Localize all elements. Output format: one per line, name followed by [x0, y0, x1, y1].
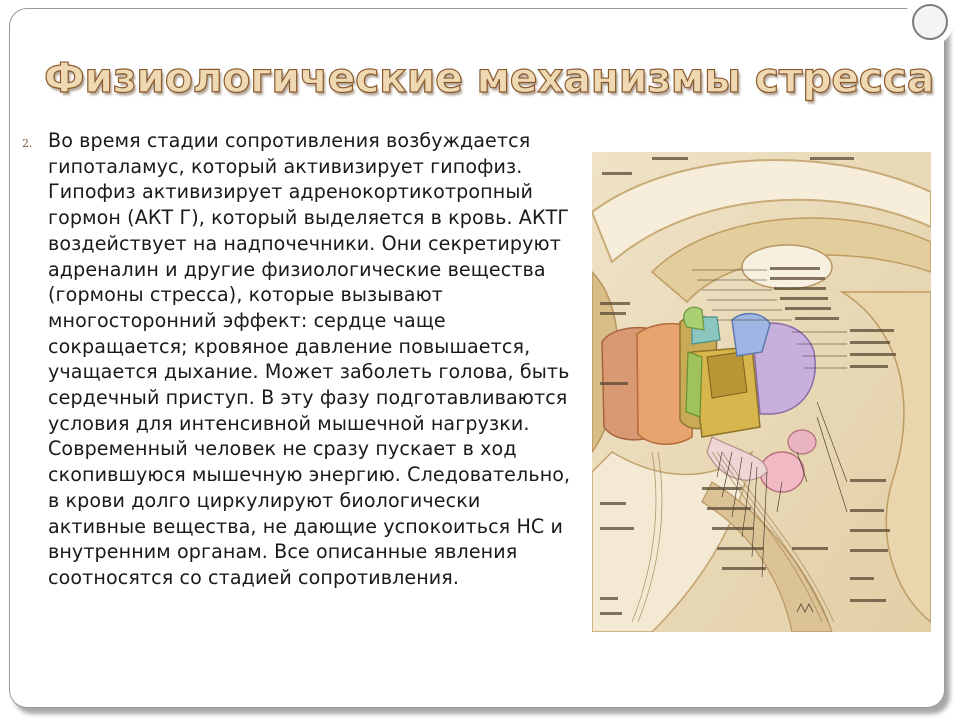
bullet-number: 2.	[22, 137, 33, 150]
corner-ring-decoration	[904, 0, 954, 46]
slide-body	[22, 128, 582, 591]
body-paragraph: Во время стадии сопротивления возбуждается гипоталамус, который активизирует гипофиз. Гипофиз активизирует адренокортикотропный гормон (АКТ Г), который выделяется в кровь. АКТГ воздействует на надпочечники. Они секретируют адреналин и другие физиологические вещества (гормоны стресса), которые вызывают многосторонний эффект: сердце чаще сокращается; кровяное давление повышается, учащается дыхание. Может заболеть голова, быть сердечный приступ. В эту фазу подготавливаются условия для интенсивной мышечной нагрузки. Современный человек не сразу пускает в ход скопившуюся мышечную энергию. Следовательно, в крови долго циркулируют биологически активные вещества, не дающие успокоиться НС и внутренним органам. Все описанные явления соотносятся со стадией сопротивления.	[48, 129, 571, 589]
slide-title: Физиологические механизмы стресса	[44, 54, 935, 102]
hypothalamus-anatomy-illustration	[592, 152, 931, 632]
hypothalamus-anatomy-image	[592, 152, 931, 632]
